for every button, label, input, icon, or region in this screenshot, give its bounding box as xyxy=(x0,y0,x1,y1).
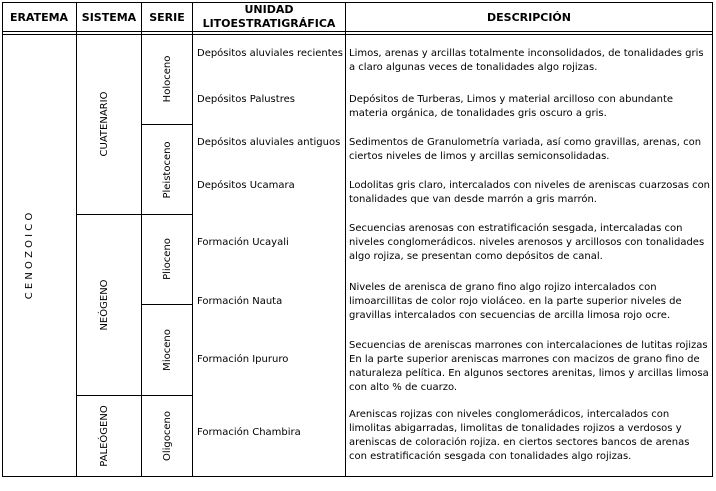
unit-label: Formación Ucayali xyxy=(197,237,289,248)
description-line: Depósitos de Turberas, Limos y material arcilloso con abundante xyxy=(349,94,674,105)
header-sistema: SISTEMA xyxy=(81,11,137,24)
description-line: tonalidades que van desde marrón a gris marrón. xyxy=(349,194,597,205)
sistema-cuatenario: CUATENARIO xyxy=(99,91,110,157)
sistema-neogeno: NEÓGENO xyxy=(99,279,110,331)
description-line: ciertos niveles de limos y arcillas semiconsolidadas. xyxy=(349,151,610,162)
stratigraphic-table xyxy=(2,2,713,477)
description-unit-1 xyxy=(349,48,704,73)
description-line: algo rojiza, se presentan como depósitos de canal. xyxy=(349,251,603,262)
description-line: areniscas de coloración rojiza. en ciertos sectores bancos de arenas xyxy=(349,437,690,448)
serie-oligoceno: Oligoceno xyxy=(162,411,173,461)
serie-pleistoceno: Pleistoceno xyxy=(162,141,173,199)
description-line: a claro algunas veces de tonalidades algo rojizas. xyxy=(349,62,598,73)
serie-holoceno: Holoceno xyxy=(162,55,173,103)
sistema-paleogeno: PALEÓGENO xyxy=(99,405,110,467)
description-line: gravillas intercalados con secuencias de arcilla limosa rojo ocre. xyxy=(349,310,671,321)
serie-plioceno: Plioceno xyxy=(162,238,173,280)
header-unidad: UNIDAD xyxy=(244,3,294,16)
description-line: limolitas abigarradas, limolitas de tonalidades rojizos a verdosos y xyxy=(349,423,682,434)
description-line: materia orgánica, de tonalidades gris oscuro a gris. xyxy=(349,108,607,119)
unit-label: Depósitos aluviales recientes xyxy=(197,48,344,59)
unit-label: Depósitos aluviales antiguos xyxy=(197,137,341,148)
description-line: En la parte superior areniscas marrones con macizos de grano fino de xyxy=(349,354,700,365)
description-line: con alto % de cuarzo. xyxy=(349,382,458,393)
header-descripcion: DESCRIPCIÓN xyxy=(487,11,571,24)
description-unit-7 xyxy=(349,340,709,393)
description-unit-3 xyxy=(349,136,701,162)
unit-label: Formación Ipururo xyxy=(197,354,289,365)
description-line: Limos, arenas y arcillas totalmente inconsolidados, de tonalidades gris xyxy=(349,48,704,59)
header-unidad-sub: LITOESTRATIGRÁFICA xyxy=(202,17,336,30)
description-line: Sedimentos de Granulometría variada, así como gravillas, arenas, con xyxy=(349,137,702,148)
description-unit-4 xyxy=(349,180,710,205)
eratema-label: C E N O Z O I C O xyxy=(24,212,35,300)
description-line: Secuencias arenosas con estratificación sesgada, intercaladas con xyxy=(349,223,683,234)
description-line: Niveles de arenisca de grano fino algo rojizo intercalados con xyxy=(349,282,657,293)
description-line: con estratificación sesgada con tonalidades algo rojizas. xyxy=(349,451,632,462)
unit-label: Formación Nauta xyxy=(197,296,283,307)
serie-mioceno: Mioceno xyxy=(162,329,173,371)
unit-label: Formación Chambira xyxy=(197,427,301,438)
description-line: Lodolitas gris claro, intercalados con niveles de areniscas cuarzosas con xyxy=(349,180,710,191)
description-line: Areniscas rojizas con niveles conglomerádicos, intercalados con xyxy=(349,409,670,420)
description-unit-2 xyxy=(349,93,673,119)
description-unit-8 xyxy=(349,408,689,462)
unit-label: Depósitos Ucamara xyxy=(197,180,295,191)
description-line: limoarcillitas de color rojo violáceo. en la parte superior niveles de xyxy=(349,296,682,307)
description-line: niveles conglomerádicos. niveles arenosos y arcillosos con tonalidades xyxy=(349,237,705,248)
unit-label: Depósitos Palustres xyxy=(197,94,295,105)
description-line: naturaleza pelítica. En algunos sectores arenitas, limos y arcillas limosa xyxy=(349,368,709,379)
header-serie: SERIE xyxy=(149,11,185,24)
description-unit-6 xyxy=(349,282,682,321)
description-line: Secuencias de areniscas marrones con intercalaciones de lutitas rojizas xyxy=(349,340,708,351)
header-eratema: ERATEMA xyxy=(9,11,69,24)
description-unit-5 xyxy=(349,222,704,262)
